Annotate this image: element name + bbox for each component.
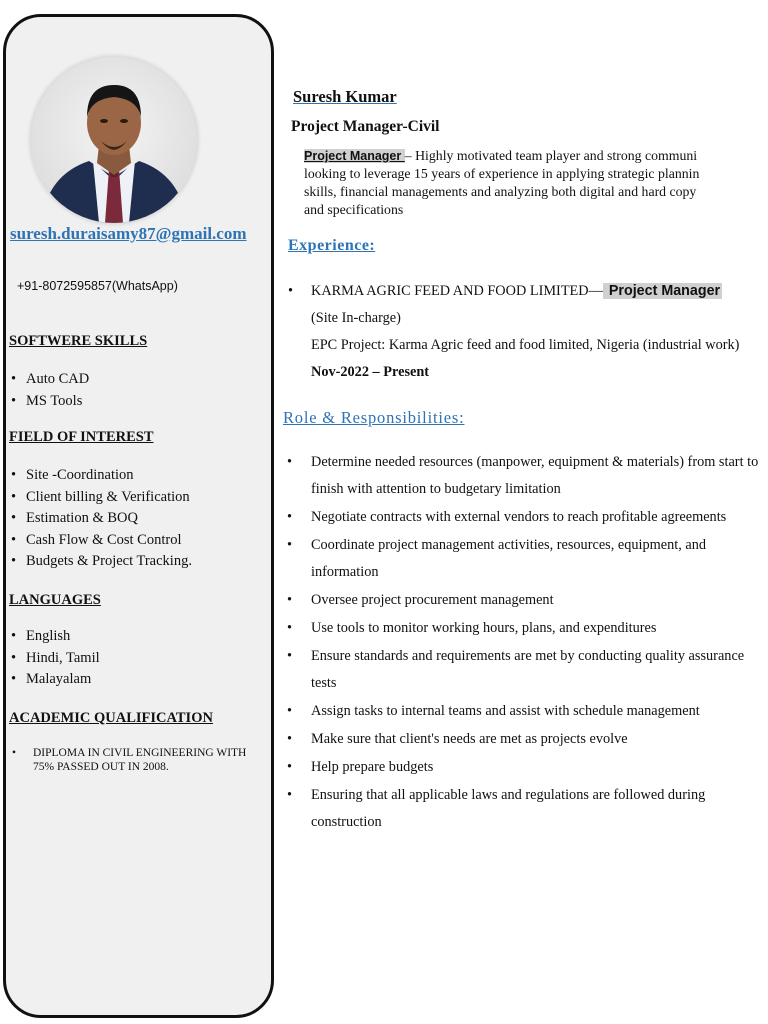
academic-item: [12, 746, 270, 774]
summary-line: skills, financial managements and analyzing both digital and hard copy: [304, 184, 697, 199]
list-item: • English: [9, 626, 100, 648]
field-of-interest-list: [9, 465, 192, 573]
responsibilities-list: [287, 449, 765, 837]
list-item: • Help prepare budgets: [287, 754, 765, 781]
list-item: • Ensure standards and requirements are met by conducting quality assurance tests: [287, 643, 765, 697]
languages-heading: LANGUAGES: [9, 592, 101, 608]
field-of-interest-heading: FIELD OF INTEREST: [9, 429, 154, 445]
list-item: • Ensuring that all applicable laws and regulations are followed during construction: [287, 782, 765, 836]
list-item: • Determine needed resources (manpower, equipment & materials) from start to finish with attention to budgetary limitation: [287, 449, 765, 503]
phone-number: +91-8072595857(WhatsApp): [17, 279, 178, 293]
software-skills-list: [9, 369, 89, 412]
list-item: • Oversee project procurement management: [287, 587, 765, 614]
experience-entry: [288, 280, 768, 388]
bullet-icon: •: [288, 283, 294, 299]
summary-text: Highly motivated team player and strong communi: [415, 148, 698, 163]
summary-dash: –: [404, 148, 416, 163]
list-item: • Client billing & Verification: [9, 487, 192, 509]
list-item: • Use tools to monitor working hours, plans, and expenditures: [287, 615, 765, 642]
candidate-name: Suresh Kumar: [293, 87, 397, 106]
software-skills-heading: SOFTWERE SKILLS: [9, 333, 148, 349]
list-item: • Coordinate project management activities, resources, equipment, and information: [287, 532, 765, 586]
project-description: EPC Project: Karma Agric feed and food limited, Nigeria (industrial work): [311, 337, 740, 353]
summary-line: and specifications: [304, 202, 404, 217]
company-name: KARMA AGRIC FEED AND FOOD LIMITED—: [311, 283, 603, 299]
experience-company-row: [288, 280, 768, 307]
summary-line: [304, 147, 768, 165]
email-link[interactable]: suresh.duraisamy87@gmail.com: [10, 224, 247, 243]
site-role: (Site In-charge): [311, 310, 401, 326]
job-title: Project Manager-Civil: [291, 118, 440, 135]
languages-list: [9, 626, 100, 691]
profile-summary: [304, 147, 768, 219]
list-item: • MS Tools: [9, 391, 89, 413]
experience-heading: Experience:: [288, 237, 376, 254]
employment-period: Nov-2022 – Present: [311, 364, 430, 380]
list-item: • Cash Flow & Cost Control: [9, 530, 192, 552]
list-item: • Estimation & BOQ: [9, 508, 192, 530]
summary-line: looking to leverage 15 years of experience in applying strategic plannin: [304, 166, 700, 181]
summary-role-label: Project Manager: [304, 149, 405, 163]
profile-photo-illustration: [31, 57, 197, 223]
list-item: • Auto CAD: [9, 369, 89, 391]
list-item: • Make sure that client's needs are met as projects evolve: [287, 726, 765, 753]
list-item: • Hindi, Tamil: [9, 648, 100, 670]
academic-text: DIPLOMA IN CIVIL ENGINEERING WITH 75% PASSED OUT IN 2008.: [33, 747, 247, 773]
list-item: • Site -Coordination: [9, 465, 192, 487]
list-item: • Budgets & Project Tracking.: [9, 551, 192, 573]
list-item: • Malayalam: [9, 669, 100, 691]
list-item: • Negotiate contracts with external vendors to reach profitable agreements: [287, 504, 765, 531]
responsibilities-heading: Role & Responsibilities:: [283, 408, 465, 427]
academic-heading: ACADEMIC QUALIFICATION: [9, 710, 213, 726]
bullet-icon: •: [12, 747, 17, 759]
list-item: • Assign tasks to internal teams and assist with schedule management: [287, 698, 765, 725]
profile-photo: [31, 57, 197, 223]
role-badge: Project Manager: [604, 283, 721, 299]
